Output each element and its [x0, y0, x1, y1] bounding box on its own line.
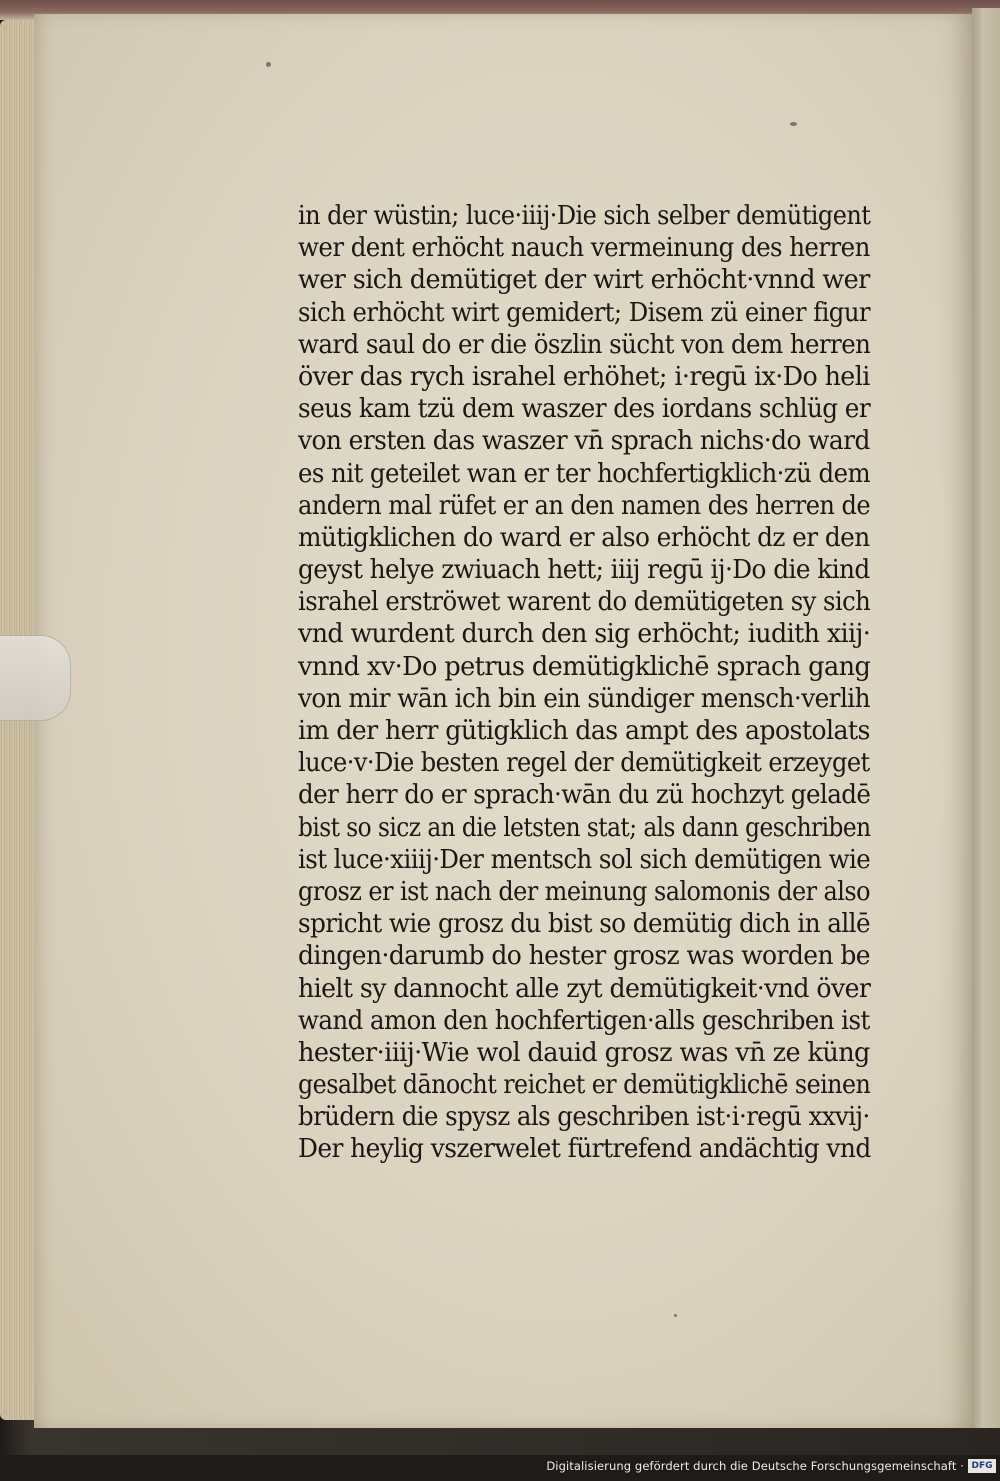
text-line: gesalbet dānocht reichet er demütigklichē seinen — [298, 1070, 871, 1101]
paper-speck — [266, 62, 271, 67]
adjacent-page-strip — [972, 8, 1000, 1428]
text-line: israhel erströwet warent do demütigeten sy sich — [298, 587, 871, 618]
paper-speck — [790, 122, 797, 126]
text-line: brüdern die spysz als geschriben ist·i·regū xxvij· — [298, 1102, 870, 1133]
paper-speck — [674, 1314, 677, 1317]
digitization-credit: Digitalisierung gefördert durch die Deutsche Forschungsgemeinschaft · — [546, 1459, 964, 1473]
text-line: Der heylig vszerwelet fürtrefend andächtig vnd — [298, 1134, 871, 1165]
text-line: grosz er ist nach der meinung salomonis der also — [298, 876, 870, 907]
text-line: in der wüstin; luce·iiij·Die sich selber demütigent — [298, 201, 871, 231]
text-line: hester·iiij·Wie wol dauid grosz was vn̄ ze küng — [298, 1037, 870, 1068]
text-line: geyst helye zwiuach hett; iiij regū ij·Do die kind — [298, 555, 870, 586]
text-line: seus kam tzü dem waszer des iordans schlüg er — [298, 394, 871, 425]
text-line: hielt sy dannocht alle zyt demütigkeit·vnd över — [298, 973, 871, 1004]
text-line: von mir wān ich bin ein sündiger mensch·verlih — [298, 683, 871, 714]
text-line: ward saul do er die öszlin sücht von dem herren — [298, 329, 871, 360]
text-line: över das rych israhel erhöhet; i·regū ix·Do heli — [298, 361, 870, 392]
text-line: spricht wie grosz du bist so demütig dich in allē — [298, 909, 871, 940]
text-line: andern mal rüfet er an den namen des herren de — [298, 490, 871, 521]
text-line: vnnd xv·Do petrus demütigklichē sprach gang — [298, 651, 871, 682]
text-line: es nit geteilet wan er ter hochfertigklich·zü dem — [298, 458, 871, 489]
text-line: der herr do er sprach·wān du zü hochzyt geladē — [298, 780, 871, 811]
text-line: wer sich demütiget der wirt erhöcht·vnnd wer — [298, 265, 870, 296]
text-column — [298, 200, 878, 1166]
text-line: dingen·darumb do hester grosz was worden be — [298, 941, 870, 972]
text-line: bist so sicz an die letsten stat; als dann geschriben — [298, 812, 871, 843]
text-line: ist luce·xiiij·Der mentsch sol sich demütigen wie — [298, 844, 871, 875]
text-line: luce·v·Die besten regel der demütigkeit erzeyget — [298, 748, 870, 779]
text-line: mütigklichen do ward er also erhöcht dz er den — [298, 522, 870, 553]
bookmark-tab — [0, 635, 71, 721]
text-line: im der herr gütigklich das ampt des apostolats — [298, 716, 870, 746]
text-line: wer dent erhöcht nauch vermeinung des herren — [298, 233, 870, 264]
text-line: vnd wurdent durch den sig erhöcht; iudith xiij· — [298, 619, 871, 650]
text-line: von ersten das waszer vn̄ sprach nichs·do ward — [298, 426, 870, 457]
text-line: sich erhöcht wirt gemidert; Disem zü einer figur — [298, 297, 870, 328]
text-line: wand amon den hochfertigen·alls geschriben ist — [298, 1005, 870, 1036]
dfg-logo: DFG — [968, 1459, 996, 1473]
